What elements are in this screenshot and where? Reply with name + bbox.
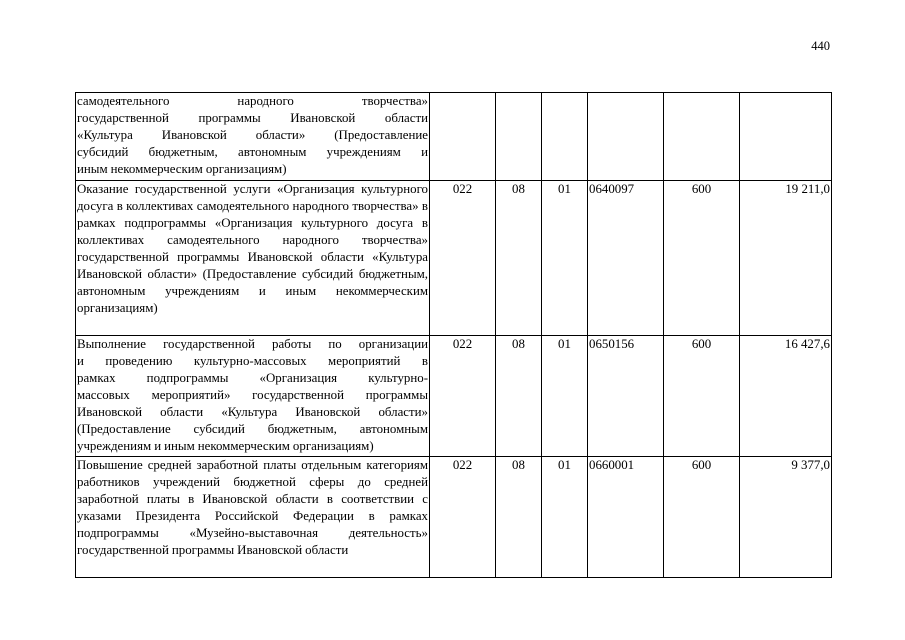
description-line: «Культура Ивановской области» (Предоставление bbox=[77, 128, 428, 142]
row-description bbox=[76, 93, 430, 181]
subsection-code: 01 bbox=[542, 457, 588, 578]
description-line: массовых мероприятий» государственной программы bbox=[77, 388, 428, 402]
target-article-code bbox=[588, 93, 664, 181]
target-article-code: 0650156 bbox=[588, 336, 664, 457]
description-line: государственной программы Ивановской области bbox=[77, 111, 428, 125]
admin-code bbox=[430, 93, 496, 181]
admin-code: 022 bbox=[430, 181, 496, 336]
amount: 16 427,6 bbox=[740, 336, 832, 457]
description-line: учреждениям и иным некоммерческим организациям) bbox=[77, 439, 374, 453]
section-code: 08 bbox=[496, 336, 542, 457]
description-line: иным некоммерческим организациям) bbox=[77, 162, 287, 176]
description-line: и проведению культурно-массовых мероприятий в bbox=[77, 354, 428, 368]
expense-type-code: 600 bbox=[664, 457, 740, 578]
table-row bbox=[76, 457, 832, 578]
expense-type-code: 600 bbox=[664, 181, 740, 336]
description-line: (Предоставление субсидий бюджетным, автономным bbox=[77, 422, 428, 436]
description-line: субсидий бюджетным, автономным учреждениям и bbox=[77, 145, 428, 159]
row-description: Повышение средней заработной платы отдельным категориям работников учреждений бюджетной сферы до средней заработной платы в Ивановской области в соответствии с указами Президента Российской Федерации в рамках подпрограммы «Музейно-выставочная деятельность» государственной программы Ивановской области bbox=[76, 457, 430, 578]
section-code: 08 bbox=[496, 457, 542, 578]
table-row bbox=[76, 181, 832, 336]
description-line: рамках подпрограммы «Организация культурно- bbox=[77, 371, 428, 385]
subsection-code: 01 bbox=[542, 336, 588, 457]
section-code: 08 bbox=[496, 181, 542, 336]
expense-type-code bbox=[664, 93, 740, 181]
page-number: 440 bbox=[811, 39, 830, 53]
admin-code: 022 bbox=[430, 336, 496, 457]
subsection-code: 01 bbox=[542, 181, 588, 336]
row-description bbox=[76, 336, 430, 457]
amount bbox=[740, 93, 832, 181]
description-line: самодеятельного народного творчества» bbox=[77, 94, 428, 108]
description-line: Выполнение государственной работы по организации bbox=[77, 337, 428, 351]
table-row bbox=[76, 93, 832, 181]
target-article-code: 0640097 bbox=[588, 181, 664, 336]
amount: 19 211,0 bbox=[740, 181, 832, 336]
expense-type-code: 600 bbox=[664, 336, 740, 457]
subsection-code bbox=[542, 93, 588, 181]
target-article-code: 0660001 bbox=[588, 457, 664, 578]
section-code bbox=[496, 93, 542, 181]
admin-code: 022 bbox=[430, 457, 496, 578]
row-description: Оказание государственной услуги «Организация культурного досуга в коллективах самодеятельного народного творчества» в рамках подпрограммы «Организация культурного досуга в коллективах самодеятельного народного творчества» государственной программы Ивановской области «Культура Ивановской области» (Предоставление субсидий бюджетным, автономным учреждениям и иным некоммерческим организациям) bbox=[76, 181, 430, 336]
description-line: Ивановской области «Культура Ивановской области» bbox=[77, 405, 428, 419]
table-row bbox=[76, 336, 832, 457]
amount: 9 377,0 bbox=[740, 457, 832, 578]
budget-table bbox=[75, 92, 832, 578]
